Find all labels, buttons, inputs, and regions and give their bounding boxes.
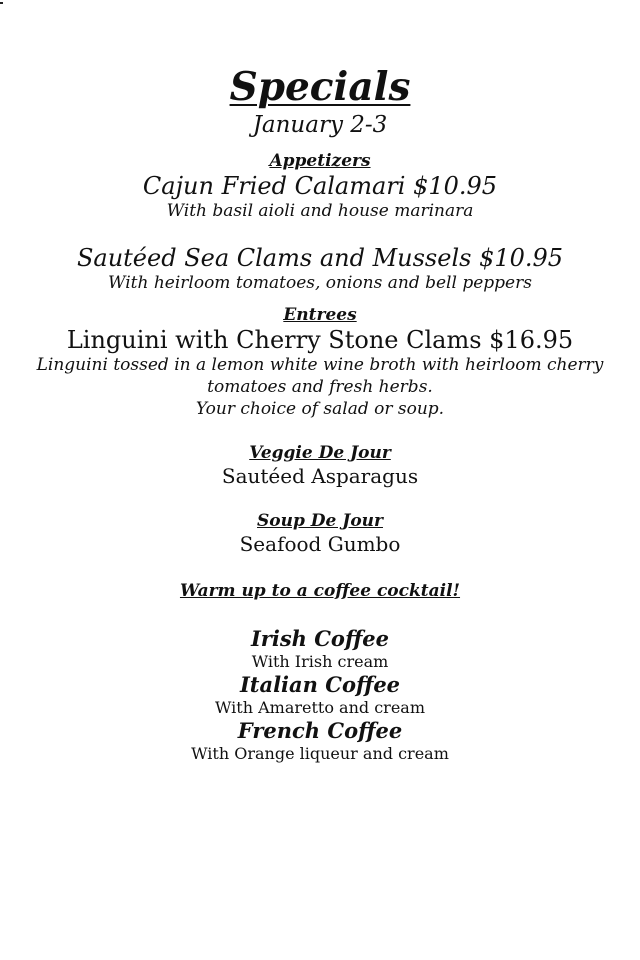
coffee-item-name: Irish Coffee [250,626,390,651]
appetizer-item-description: With heirloom tomatoes, onions and bell peppers [108,273,532,293]
veggie-item: Sautéed Asparagus [221,464,419,488]
entree-item-name: Linguini with Cherry Stone Clams $16.95 [66,326,574,354]
appetizers-heading: Appetizers [269,151,371,171]
corner-mark [0,2,3,4]
soup-item: Seafood Gumbo [239,532,401,556]
appetizer-item-name: Cajun Fried Calamari $10.95 [142,172,498,200]
entrees-heading: Entrees [283,305,357,325]
coffee-item-description: With Amaretto and cream [214,698,426,717]
entree-note: Your choice of salad or soup. [195,399,445,419]
page-title: Specials [229,64,411,110]
veggie-heading: Veggie De Jour [249,443,391,463]
coffee-item-name: French Coffee [237,718,403,743]
appetizer-item-name: Sautéed Sea Clams and Mussels $10.95 [76,244,564,272]
coffee-item-description: With Orange liqueur and cream [191,744,449,763]
specials-menu [0,64,640,764]
soup-heading: Soup De Jour [257,511,383,531]
coffee-item-name: Italian Coffee [239,672,401,697]
coffee-item-description: With Irish cream [251,652,389,671]
menu-date: January 2-3 [252,112,388,138]
entree-description-line: tomatoes and fresh herbs. [207,377,433,397]
coffee-heading: Warm up to a coffee cocktail! [179,581,461,601]
entree-description-line: Linguini tossed in a lemon white wine broth with heirloom cherry [36,355,604,375]
appetizer-item-description: With basil aioli and house marinara [166,201,474,221]
